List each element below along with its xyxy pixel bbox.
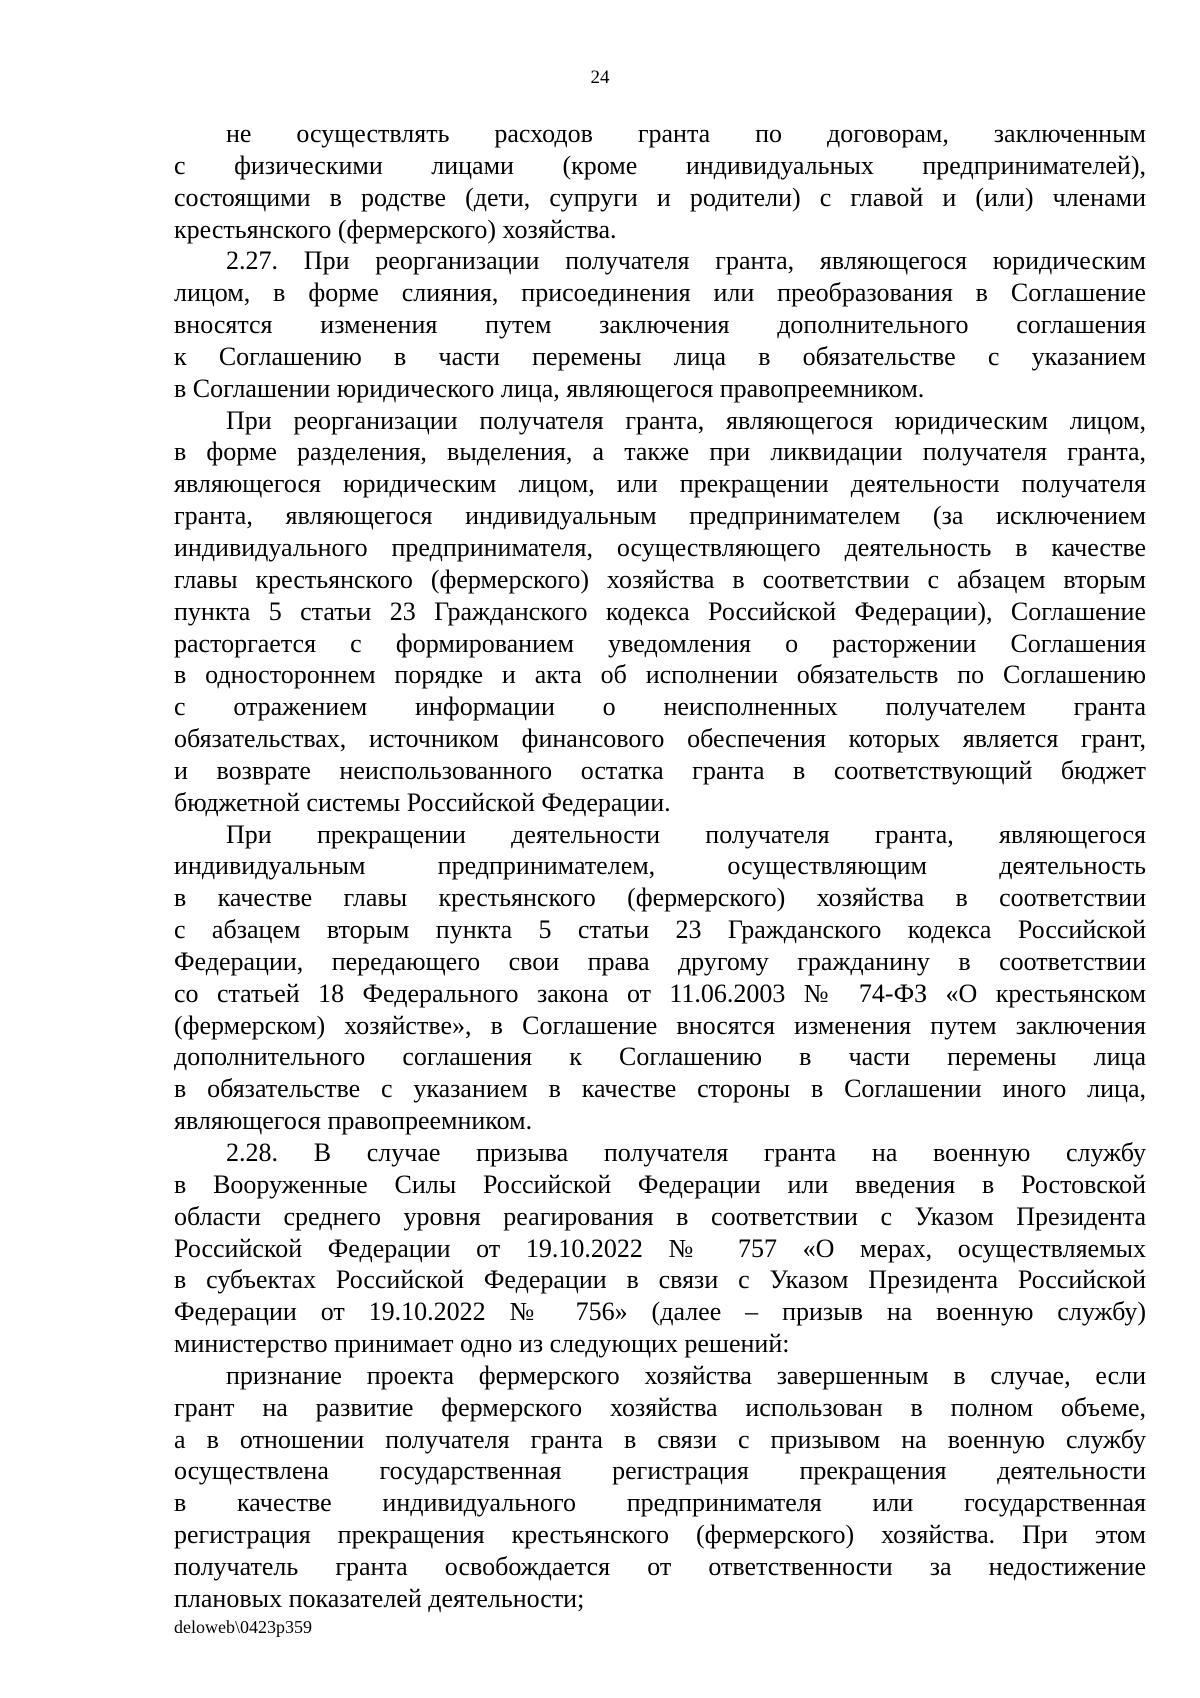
text-line: в Соглашении юридического лица, являющегося правопреемником. [174,373,925,403]
text-line: грант на развитие фермерского хозяйства использован в полном объеме, [174,1392,1146,1422]
text-line: индивидуальным предпринимателем, осуществляющим деятельность [174,851,1146,881]
text-line: с физическими лицами (кроме индивидуальных предпринимателей), [174,150,1146,180]
text-line: являющегося юридическим лицом, или прекращении деятельности получателя [174,469,1146,499]
text-line: в одностороннем порядке и акта об исполнении обязательств по Соглашению [174,660,1146,690]
text-line: состоящими в родстве (дети, супруги и родители) с главой и (или) членами [174,182,1146,212]
text-line: дополнительного соглашения к Соглашению в части перемены лица [174,1042,1146,1072]
text-line: в субъектах Российской Федерации в связи с Указом Президента Российской [174,1265,1146,1295]
text-line: расторгается с формированием уведомления о расторжении Соглашения [174,628,1146,658]
text-line: с отражением информации о неисполненных получателем гранта [174,692,1146,722]
text-line: лицом, в форме слияния, присоединения или преобразования в Соглашение [174,278,1146,308]
text-line: вносятся изменения путем заключения дополнительного соглашения [174,310,1146,340]
text-line: Федерации, передающего свои права другому гражданину в соответствии [174,946,1146,976]
text-line: министерство принимает одно из следующих решений: [174,1329,790,1359]
text-line: со статьей 18 Федерального закона от 11.06.2003 № 74-ФЗ «О крестьянском [174,978,1146,1008]
text-line: признание проекта фермерского хозяйства завершенным в случае, если [226,1360,1146,1390]
text-line: 2.27. При реорганизации получателя гранта, являющегося юридическим [226,246,1146,276]
text-line: в качестве индивидуального предпринимателя или государственная [174,1488,1146,1518]
document-footer-code: deloweb\0423p359 [174,1617,312,1637]
text-line: 2.28. В случае призыва получателя гранта на военную службу [226,1138,1146,1167]
text-line: Федерации от 19.10.2022 № 756» (далее – призыв на военную службу) [174,1297,1146,1327]
text-line: в обязательстве с указанием в качестве стороны в Соглашении иного лица, [174,1074,1146,1104]
text-line: При прекращении деятельности получателя гранта, являющегося [226,819,1146,849]
text-line: в форме разделения, выделения, а также при ликвидации получателя гранта, [174,437,1146,467]
text-line: осуществлена государственная регистрация прекращения деятельности [174,1456,1146,1486]
text-line: в Вооруженные Силы Российской Федерации или введения в Ростовской [174,1169,1146,1199]
text-line: а в отношении получателя гранта в связи с призывом на военную службу [174,1424,1146,1454]
text-line: гранта, являющегося индивидуальным предпринимателем (за исключением [174,501,1146,531]
text-line: являющегося правопреемником. [174,1106,533,1136]
text-line: обязательствах, источником финансового обеспечения которых является грант, [174,724,1146,754]
text-line: и возврате неиспользованного остатка гранта в соответствующий бюджет [174,755,1146,785]
text-line: пункта 5 статьи 23 Гражданского кодекса Российской Федерации), Соглашение [174,596,1146,626]
text-line: плановых показателей деятельности; [174,1583,585,1613]
text-line: главы крестьянского (фермерского) хозяйства в соответствии с абзацем вторым [174,564,1146,594]
text-line: Российской Федерации от 19.10.2022 № 757 «О мерах, осуществляемых [174,1233,1146,1263]
text-line: крестьянского (фермерского) хозяйства. [174,214,617,244]
text-line: к Соглашению в части перемены лица в обязательстве с указанием [174,341,1146,371]
text-line: индивидуального предпринимателя, осуществляющего деятельность в качестве [174,532,1146,562]
text-line: регистрация прекращения крестьянского (фермерского) хозяйства. При этом [174,1520,1146,1550]
document-body [174,118,1146,1615]
text-line: бюджетной системы Российской Федерации. [174,787,671,817]
page-number: 24 [590,67,610,88]
text-line: (фермерском) хозяйстве», в Соглашение вносятся изменения путем заключения [174,1010,1146,1040]
text-line: с абзацем вторым пункта 5 статьи 23 Гражданского кодекса Российской [174,915,1146,945]
text-line: области среднего уровня реагирования в соответствии с Указом Президента [174,1201,1146,1231]
text-line: не осуществлять расходов гранта по договорам, заключенным [226,119,1146,148]
text-line: При реорганизации получателя гранта, являющегося юридическим лицом, [226,405,1146,435]
text-line: получатель гранта освобождается от ответственности за недостижение [174,1551,1146,1581]
text-line: в качестве главы крестьянского (фермерского) хозяйства в соответствии [174,883,1146,913]
